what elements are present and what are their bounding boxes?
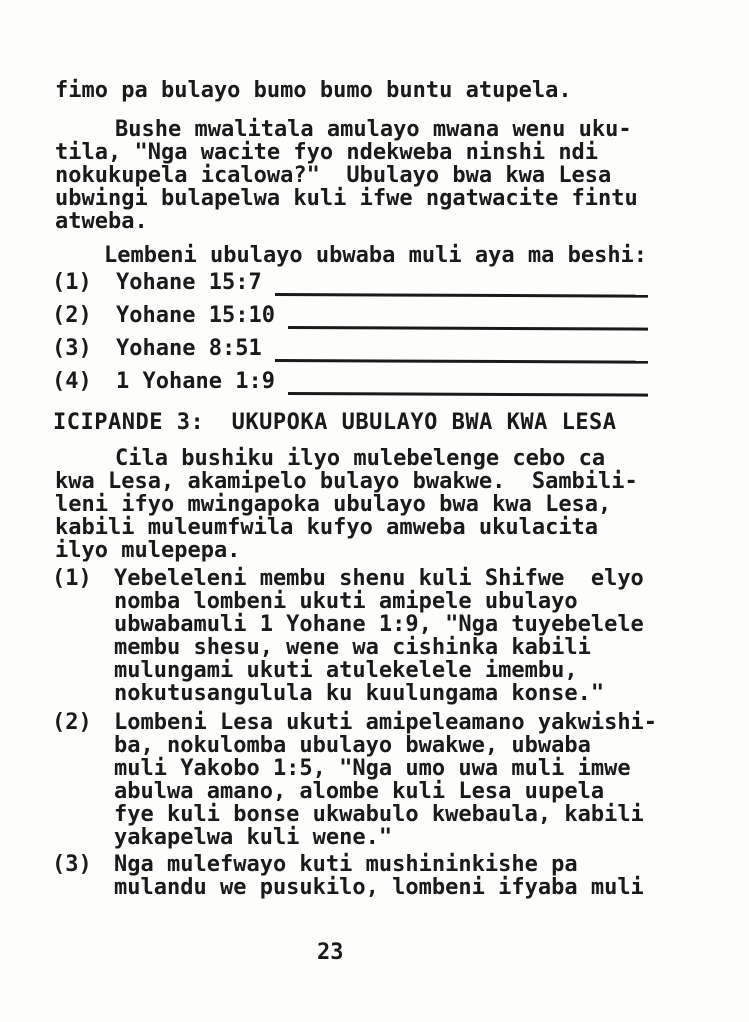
exercise-item <box>52 337 648 370</box>
step-text-line: fye kuli bonse ukwabulo kwebaula, kabili <box>114 802 644 827</box>
section-heading: ICIPANDE 3: UKUPOKA UBULAYO BWA KWA LESA <box>53 410 617 435</box>
step-text-line: Yebeleleni membu shenu kuli Shifwe elyo <box>114 566 644 591</box>
page-number: 23 <box>317 940 344 965</box>
opening-paragraph <box>55 118 638 233</box>
step-text-line: membu shesu, wene wa cishinka kabili <box>114 635 591 660</box>
step-text-line: ubwabamuli 1 Yohane 1:9, "Nga tuyebelele <box>114 612 644 637</box>
paragraph-line: tila, "Nga wacite fyo ndekweba ninshi ndi <box>55 140 599 165</box>
paragraph-line: Bushe mwalitala amulayo mwana wenu uku- <box>115 117 632 142</box>
step-text-line: Lombeni Lesa ukuti amipeleamano yakwishi- <box>114 710 658 735</box>
answer-blank-line <box>288 304 648 331</box>
step-text-line: nokutusangulula ku kuulungama konse." <box>114 681 605 706</box>
step-text-line: abulwa amano, alombe kuli Lesa uupela <box>114 779 605 804</box>
exercise-list <box>52 271 648 403</box>
step-text <box>114 853 644 899</box>
step-text-line: muli Yakobo 1:5, "Nga umo uwa muli imwe <box>114 756 631 781</box>
answer-blank-line <box>275 337 648 364</box>
paragraph-line: ilyo mulepepa. <box>55 538 241 563</box>
answer-blank-line <box>275 271 648 298</box>
step-text <box>114 567 644 705</box>
item-marker: (3) <box>52 336 92 361</box>
step-text-line: ba, nokulomba ubulayo bwakwe, ubwaba <box>114 733 591 758</box>
step-item <box>52 711 712 849</box>
paragraph-line: atweba. <box>55 209 148 234</box>
scripture-reference: 1 Yohane 1:9 <box>116 369 275 394</box>
step-text <box>114 711 657 849</box>
section-paragraph <box>55 447 638 562</box>
item-marker: (1) <box>52 270 92 295</box>
paragraph-line: nokukupela icalowa?" Ubulayo bwa kwa Lesa <box>55 163 612 188</box>
paragraph-line: kwa Lesa, akamipelo bulayo bwakwe. Sambili- <box>55 469 638 494</box>
step-text-line: nomba lombeni ukuti amipele ubulayo <box>114 589 578 614</box>
step-marker: (3) <box>52 852 92 877</box>
intro-line: fimo pa bulayo bumo bumo buntu atupela. <box>55 78 572 103</box>
step-text-line: mulandu we pusukilo, lombeni ifyaba muli <box>114 875 644 900</box>
paragraph-line: kabili muleumfwila kufyo amweba ukulacita <box>55 515 599 540</box>
step-text-line: yakapelwa kuli wene." <box>114 825 393 850</box>
exercise-item <box>52 271 648 304</box>
paragraph-line: ubwingi bulapelwa kuli ifwe ngatwacite fintu <box>55 186 638 211</box>
step-marker: (1) <box>52 566 92 591</box>
step-item <box>52 853 712 899</box>
answer-blank-line <box>288 370 648 397</box>
step-item <box>52 567 712 705</box>
paragraph-line: leni ifyo mwingapoka ubulayo bwa kwa Lesa, <box>55 492 612 517</box>
item-marker: (4) <box>52 369 92 394</box>
scripture-reference: Yohane 15:7 <box>116 270 262 295</box>
item-marker: (2) <box>52 303 92 328</box>
exercise-item <box>52 304 648 337</box>
scripture-reference: Yohane 8:51 <box>116 336 262 361</box>
exercise-prompt: Lembeni ubulayo ubwaba muli aya ma beshi: <box>104 243 648 268</box>
paragraph-line: Cila bushiku ilyo mulebelenge cebo ca <box>115 446 606 471</box>
scripture-reference: Yohane 15:10 <box>116 303 275 328</box>
step-marker: (2) <box>52 710 92 735</box>
step-text-line: Nga mulefwayo kuti mushininkishe pa <box>114 852 578 877</box>
step-text-line: mulungami ukuti atulekelele imembu, <box>114 658 578 683</box>
exercise-item <box>52 370 648 403</box>
